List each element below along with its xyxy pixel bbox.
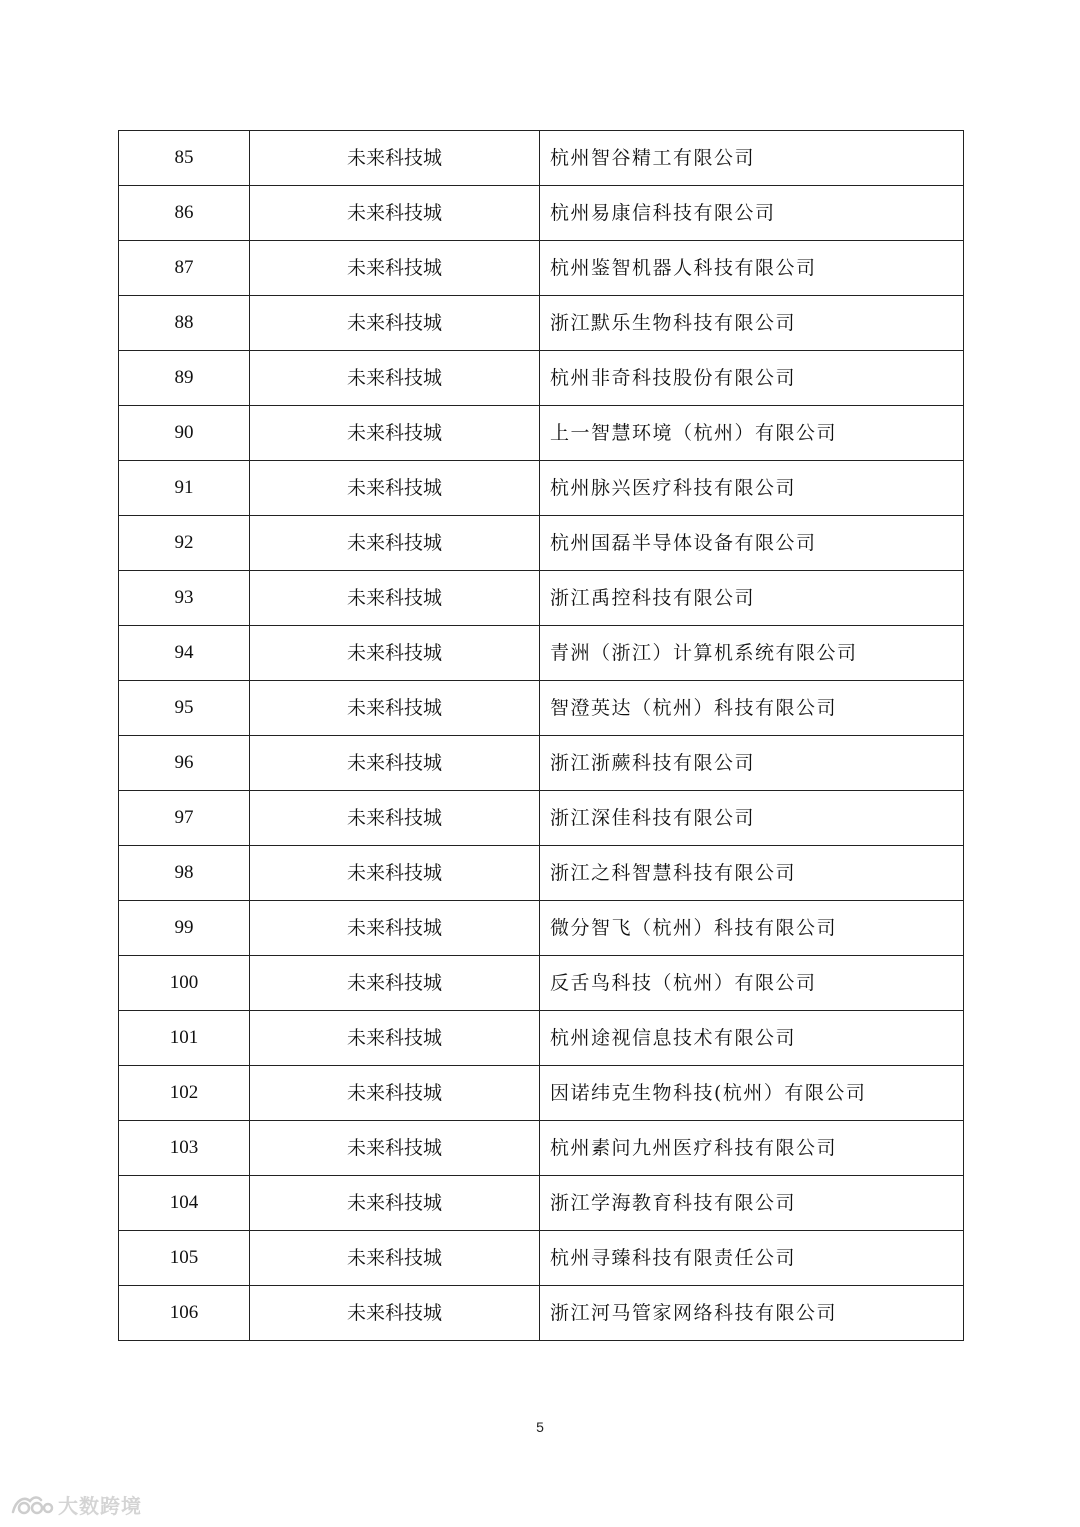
company-name-cell: 浙江河马管家网络科技有限公司 — [540, 1286, 964, 1341]
watermark-text: 大数跨境 — [58, 1494, 142, 1518]
zone-cell: 未来科技城 — [250, 626, 540, 681]
zone-cell: 未来科技城 — [250, 241, 540, 296]
row-number-cell: 105 — [119, 1231, 250, 1286]
zone-cell: 未来科技城 — [250, 131, 540, 186]
company-name-cell: 杭州易康信科技有限公司 — [540, 186, 964, 241]
company-name-cell: 微分智飞（杭州）科技有限公司 — [540, 901, 964, 956]
row-number-cell: 94 — [119, 626, 250, 681]
zone-cell: 未来科技城 — [250, 1176, 540, 1231]
zone-cell: 未来科技城 — [250, 791, 540, 846]
zone-cell: 未来科技城 — [250, 846, 540, 901]
row-number-cell: 89 — [119, 351, 250, 406]
company-name-cell: 杭州脉兴医疗科技有限公司 — [540, 461, 964, 516]
row-number-cell: 92 — [119, 516, 250, 571]
table-row — [119, 516, 964, 571]
company-name-cell: 杭州素问九州医疗科技有限公司 — [540, 1121, 964, 1176]
table-row — [119, 1121, 964, 1176]
table-row — [119, 626, 964, 681]
row-number-cell: 86 — [119, 186, 250, 241]
company-name-cell: 浙江默乐生物科技有限公司 — [540, 296, 964, 351]
table-row — [119, 791, 964, 846]
row-number-cell: 99 — [119, 901, 250, 956]
row-number-cell: 100 — [119, 956, 250, 1011]
company-name-cell: 上一智慧环境（杭州）有限公司 — [540, 406, 964, 461]
table-row — [119, 571, 964, 626]
company-name-cell: 浙江禹控科技有限公司 — [540, 571, 964, 626]
company-name-cell: 杭州寻臻科技有限责任公司 — [540, 1231, 964, 1286]
zone-cell: 未来科技城 — [250, 461, 540, 516]
table-row — [119, 296, 964, 351]
company-table-container — [118, 130, 963, 1341]
table-row — [119, 846, 964, 901]
company-name-cell: 杭州非奇科技股份有限公司 — [540, 351, 964, 406]
company-name-cell: 因诺纬克生物科技(杭州）有限公司 — [540, 1066, 964, 1121]
company-name-cell: 浙江学海教育科技有限公司 — [540, 1176, 964, 1231]
table-row — [119, 901, 964, 956]
table-row — [119, 1011, 964, 1066]
table-row — [119, 406, 964, 461]
row-number-cell: 97 — [119, 791, 250, 846]
watermark — [10, 1490, 142, 1519]
table-row — [119, 1066, 964, 1121]
row-number-cell: 93 — [119, 571, 250, 626]
company-name-cell: 青洲（浙江）计算机系统有限公司 — [540, 626, 964, 681]
company-name-cell: 浙江浙蕨科技有限公司 — [540, 736, 964, 791]
zone-cell: 未来科技城 — [250, 296, 540, 351]
row-number-cell: 102 — [119, 1066, 250, 1121]
table-row — [119, 461, 964, 516]
company-name-cell: 杭州鉴智机器人科技有限公司 — [540, 241, 964, 296]
table-row — [119, 956, 964, 1011]
row-number-cell: 106 — [119, 1286, 250, 1341]
company-name-cell: 智澄英达（杭州）科技有限公司 — [540, 681, 964, 736]
table-body — [119, 131, 964, 1341]
row-number-cell: 91 — [119, 461, 250, 516]
zone-cell: 未来科技城 — [250, 901, 540, 956]
row-number-cell: 98 — [119, 846, 250, 901]
row-number-cell: 104 — [119, 1176, 250, 1231]
table-row — [119, 131, 964, 186]
company-name-cell: 反舌鸟科技（杭州）有限公司 — [540, 956, 964, 1011]
table-row — [119, 1231, 964, 1286]
company-name-cell: 杭州智谷精工有限公司 — [540, 131, 964, 186]
company-name-cell: 浙江深佳科技有限公司 — [540, 791, 964, 846]
row-number-cell: 87 — [119, 241, 250, 296]
fox-logo-icon — [10, 1492, 54, 1518]
row-number-cell: 101 — [119, 1011, 250, 1066]
company-table — [118, 130, 964, 1341]
zone-cell: 未来科技城 — [250, 1066, 540, 1121]
company-name-cell: 杭州途视信息技术有限公司 — [540, 1011, 964, 1066]
zone-cell: 未来科技城 — [250, 1121, 540, 1176]
table-row — [119, 1176, 964, 1231]
zone-cell: 未来科技城 — [250, 351, 540, 406]
zone-cell: 未来科技城 — [250, 571, 540, 626]
zone-cell: 未来科技城 — [250, 406, 540, 461]
zone-cell: 未来科技城 — [250, 1231, 540, 1286]
zone-cell: 未来科技城 — [250, 516, 540, 571]
zone-cell: 未来科技城 — [250, 186, 540, 241]
row-number-cell: 103 — [119, 1121, 250, 1176]
row-number-cell: 90 — [119, 406, 250, 461]
table-row — [119, 681, 964, 736]
zone-cell: 未来科技城 — [250, 681, 540, 736]
row-number-cell: 95 — [119, 681, 250, 736]
table-row — [119, 241, 964, 296]
row-number-cell: 88 — [119, 296, 250, 351]
table-row — [119, 351, 964, 406]
company-name-cell: 杭州国磊半导体设备有限公司 — [540, 516, 964, 571]
zone-cell: 未来科技城 — [250, 1011, 540, 1066]
zone-cell: 未来科技城 — [250, 1286, 540, 1341]
row-number-cell: 85 — [119, 131, 250, 186]
zone-cell: 未来科技城 — [250, 736, 540, 791]
page-number: 5 — [536, 1419, 544, 1435]
table-row — [119, 186, 964, 241]
row-number-cell: 96 — [119, 736, 250, 791]
table-row — [119, 736, 964, 791]
company-name-cell: 浙江之科智慧科技有限公司 — [540, 846, 964, 901]
table-row — [119, 1286, 964, 1341]
zone-cell: 未来科技城 — [250, 956, 540, 1011]
